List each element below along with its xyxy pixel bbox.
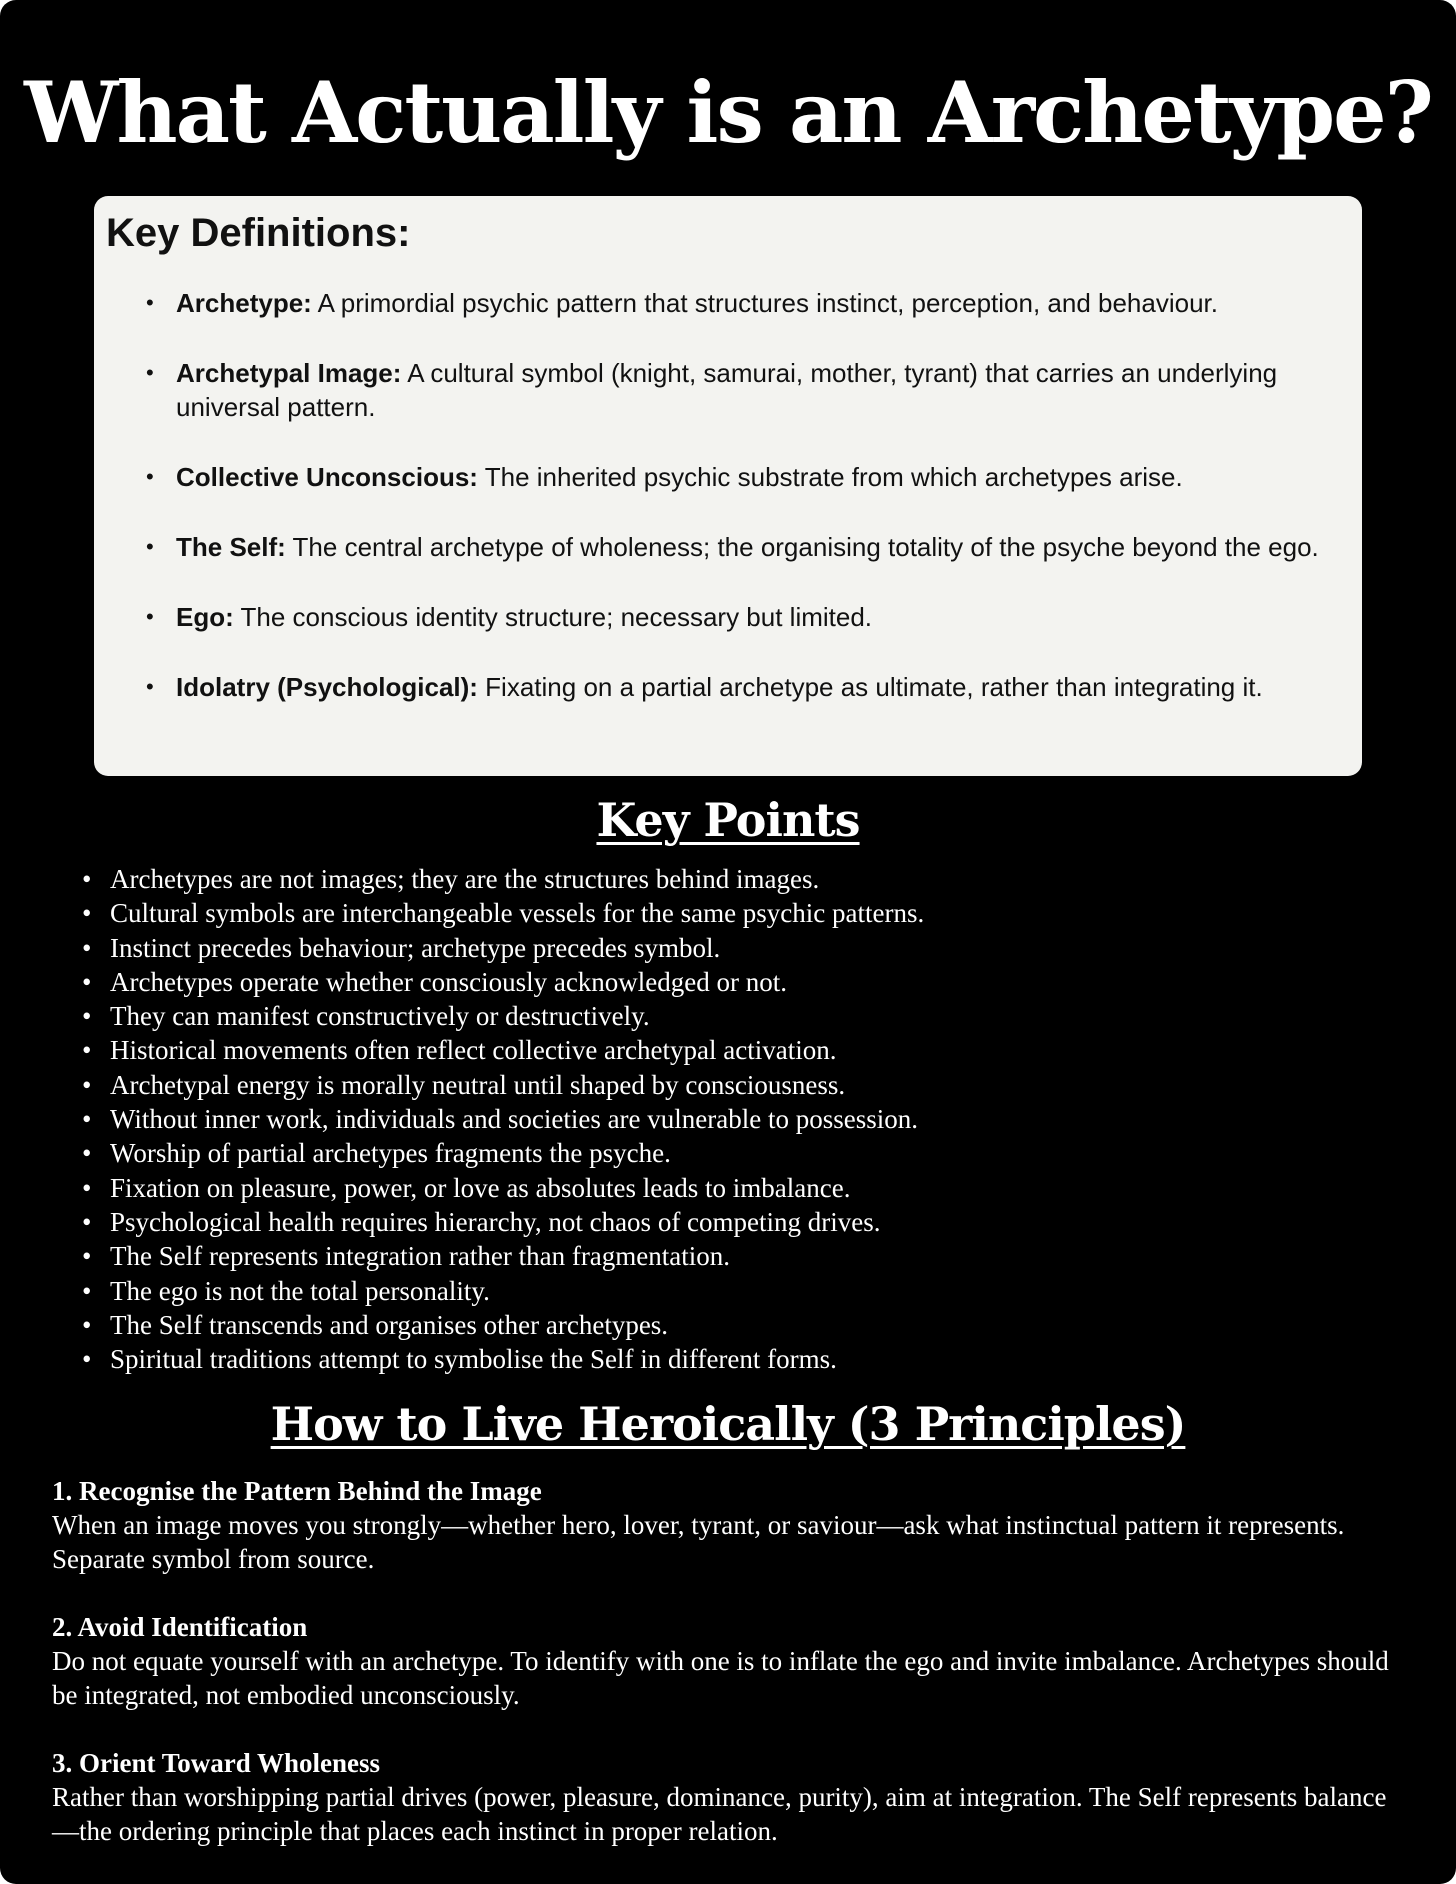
principle-item (52, 1746, 1412, 1848)
key-point-item: • Instinct precedes behaviour; archetype precedes symbol. (80, 931, 1400, 965)
definition-item (146, 530, 1350, 564)
definition-text: The central archetype of wholeness; the organising totality of the psyche beyond the ego. (285, 532, 1319, 562)
key-point-item: • Archetypes operate whether consciously acknowledged or not. (80, 965, 1400, 999)
definition-text: Fixating on a partial archetype as ultimate, rather than integrating it. (477, 672, 1263, 702)
key-point-item: • The Self represents integration rather than fragmentation. (80, 1239, 1400, 1273)
principle-body: Rather than worshipping partial drives (power, pleasure, dominance, purity), aim at integration. The Self represents balance—the ordering principle that places each instinct in proper relation. (52, 1782, 1387, 1846)
key-definitions-heading: Key Definitions: (106, 211, 411, 255)
principle-body: When an image moves you strongly—whether hero, lover, tyrant, or saviour—ask what instinctual pattern it represents. Separate symbol from source. (52, 1510, 1345, 1574)
key-point-item: • The ego is not the total personality. (80, 1274, 1400, 1308)
key-point-item: • Spiritual traditions attempt to symbolise the Self in different forms. (80, 1342, 1400, 1376)
definition-text: A cultural symbol (knight, samurai, mother, tyrant) that carries an underlying universal pattern. (176, 358, 1278, 422)
definition-item (146, 670, 1350, 704)
principle-title: 2. Avoid Identification (52, 1612, 308, 1642)
definition-term: Ego: (176, 602, 234, 632)
principle-title: 3. Orient Toward Wholeness (52, 1748, 381, 1778)
key-points-list (80, 862, 1400, 1376)
key-point-item: • Without inner work, individuals and societies are vulnerable to possession. (80, 1102, 1400, 1136)
key-point-item: • The Self transcends and organises other archetypes. (80, 1308, 1400, 1342)
definition-text: The conscious identity structure; necessary but limited. (233, 602, 873, 632)
key-point-item: • Psychological health requires hierarchy, not chaos of competing drives. (80, 1205, 1400, 1239)
definitions-list (106, 286, 1350, 704)
page-title: What Actually is an Archetype? (24, 63, 1432, 162)
definition-term: Collective Unconscious: (176, 462, 478, 492)
key-point-item: • Archetypes are not images; they are the structures behind images. (80, 862, 1400, 896)
key-definitions-card (94, 196, 1362, 776)
key-point-item: • Fixation on pleasure, power, or love as absolutes leads to imbalance. (80, 1171, 1400, 1205)
principle-title: 1. Recognise the Pattern Behind the Image (52, 1476, 542, 1506)
key-point-item: • They can manifest constructively or destructively. (80, 999, 1400, 1033)
definition-item (146, 356, 1350, 424)
key-point-item: • Worship of partial archetypes fragments the psyche. (80, 1136, 1400, 1170)
definition-text: A primordial psychic pattern that structures instinct, perception, and behaviour. (311, 288, 1218, 318)
principles-list (52, 1474, 1412, 1882)
principle-body: Do not equate yourself with an archetype. To identify with one is to inflate the ego and invite imbalance. Archetypes should be integrated, not embodied unconsciously. (52, 1646, 1389, 1710)
key-point-item: • Cultural symbols are interchangeable vessels for the same psychic patterns. (80, 896, 1400, 930)
definition-text: The inherited psychic substrate from which archetypes arise. (477, 462, 1183, 492)
definition-item (146, 286, 1350, 320)
key-points-heading: Key Points (596, 793, 860, 847)
key-point-item: • Historical movements often reflect collective archetypal activation. (80, 1033, 1400, 1067)
principle-item (52, 1610, 1412, 1712)
definition-item (146, 600, 1350, 634)
definition-term: Archetype: (176, 288, 312, 318)
key-point-item: • Archetypal energy is morally neutral until shaped by consciousness. (80, 1068, 1400, 1102)
definition-term: Idolatry (Psychological): (176, 672, 478, 702)
definition-item (146, 460, 1350, 494)
definition-term: Archetypal Image: (176, 358, 402, 388)
principles-heading: How to Live Heroically (3 Principles) (270, 1397, 1186, 1451)
definition-term: The Self: (176, 532, 286, 562)
principle-item (52, 1474, 1412, 1576)
